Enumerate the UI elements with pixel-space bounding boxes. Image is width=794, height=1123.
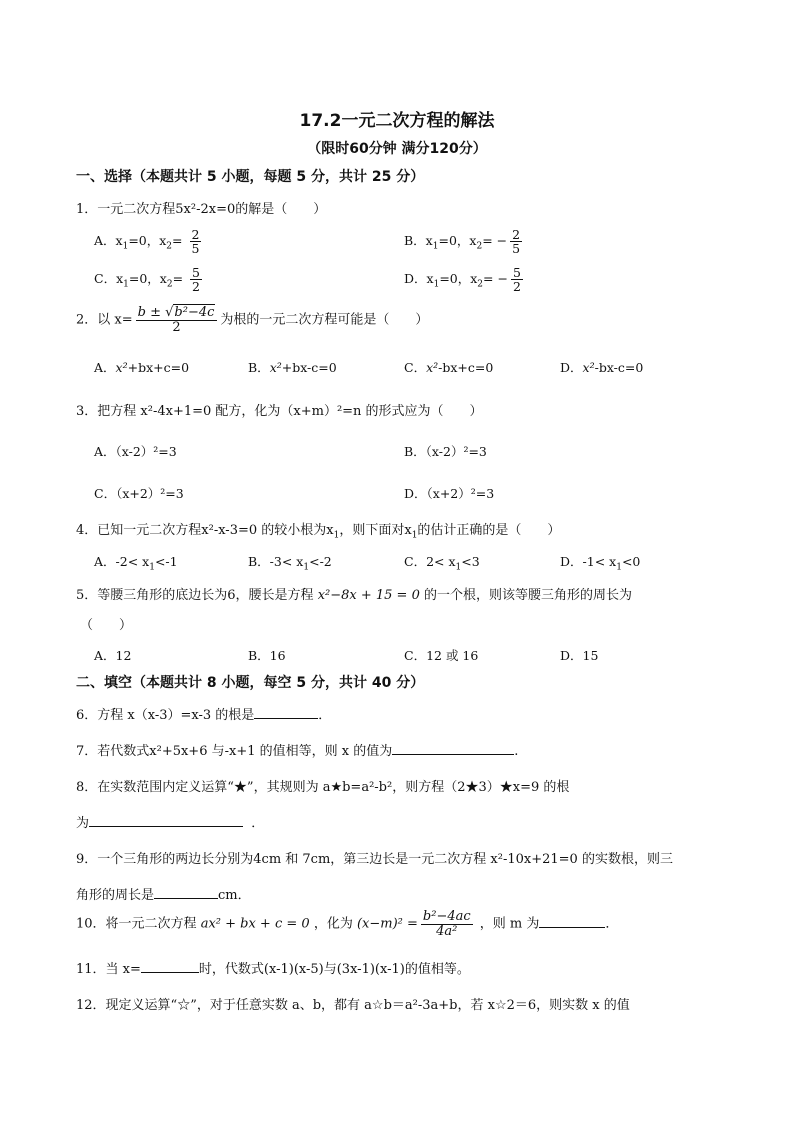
section-heading-choice: 一、选择（本题共计 5 小题，每题 5 分，共计 25 分） [76, 169, 425, 185]
section-heading-fill: 二、填空（本题共计 8 小题，每空 5 分，共计 40 分） [76, 675, 425, 691]
answer-blank[interactable] [539, 913, 605, 928]
question-5-stem: 5．等腰三角形的底边长为6，腰长是方程 x²−8x + 15 = 0 的一个根，则该等腰三角形的周长为 [76, 588, 633, 603]
question-2-option-b[interactable]: B．x²+bx-c=0 [248, 360, 337, 375]
answer-blank[interactable] [254, 704, 318, 719]
question-3-option-b[interactable]: B．（x-2）²=3 [404, 444, 487, 459]
fraction: $\frac{5}{2}$ [192, 265, 200, 295]
page-subtitle: （限时60分钟 满分120分） [307, 141, 487, 157]
page-title: 17.2一元二次方程的解法 [299, 111, 495, 131]
question-5-paren: （ ） [80, 618, 133, 633]
question-5-option-c[interactable]: C．12 或 16 [404, 648, 479, 663]
question-10: 10．将一元二次方程 ax² + bx + c = 0 ，化为 (x−m)² = $\frac{\text{b²−4ac}}{\text{4a²}}$ ，则 m 为 ． [76, 909, 619, 939]
question-9-stem: 9．一个三角形的两边长分别为4cm 和 7cm，第三边长是一元二次方程 x²-10x+21=0 的实数根，则三 [76, 852, 673, 867]
question-7: 7．若代数式x²+5x+6 与-x+1 的值相等，则 x 的值为 . [76, 740, 518, 759]
question-5-option-d[interactable]: D．15 [560, 648, 599, 663]
question-1-stem: 1．一元二次方程5x²-2x=0的解是（ ） [76, 202, 327, 217]
question-5-option-a[interactable]: A．12 [94, 648, 132, 663]
answer-blank[interactable] [89, 812, 243, 827]
answer-blank[interactable] [141, 958, 199, 973]
question-4-option-b[interactable]: B．$-3< x_1<-2$ [248, 554, 332, 573]
root-formula-fraction: $\frac{\text{b ± √b²−4c}}{2}$ [136, 306, 218, 334]
answer-blank[interactable] [392, 740, 514, 755]
question-2-stem: 2．以 x= $\frac{\text{b ± √b²−4c}}{2}$ 为根的一元二次方程可能是（ ） [76, 305, 429, 335]
question-3-option-a[interactable]: A．（x-2）²=3 [94, 444, 177, 459]
question-6: 6．方程 x（x-3）=x-3 的根是 ． [76, 704, 331, 723]
question-12: 12．现定义运算“☆”，对于任意实数 a、b，都有 a☆b＝a²-3a+b，若 x☆2＝6，则实数 x 的值 [76, 998, 630, 1013]
question-2-option-d[interactable]: D．x²-bx-c=0 [560, 360, 644, 375]
question-4-stem: 4．已知一元二次方程x²-x-3=0 的较小根为$x_1$，则下面对$x_1$的估计正确的是（ ） [76, 523, 561, 541]
question-3-stem: 3．把方程 x²-4x+1=0 配方，化为（x+m）²=n 的形式应为（ ） [76, 404, 483, 419]
fraction: $\frac{5}{2}$ [512, 265, 521, 295]
question-4-option-c[interactable]: C．$2< x_1<3$ [404, 554, 480, 573]
question-1-option-a[interactable]: A．$x_1=0$，$x_2=$ $\frac{2}{5}$ [94, 227, 200, 257]
question-4-option-d[interactable]: D．$-1< x_1<0$ [560, 554, 641, 573]
fraction: $\frac{2}{5}$ [512, 227, 521, 257]
fraction: $\frac{2}{5}$ [191, 227, 200, 257]
question-9-line2: 角形的周长是 cm． [76, 884, 251, 903]
question-2-option-c[interactable]: C．x²-bx+c=0 [404, 360, 494, 375]
question-3-option-d[interactable]: D．（x+2）²=3 [404, 486, 495, 501]
fraction: $\frac{\text{b²−4ac}}{\text{4a²}}$ [422, 909, 471, 939]
answer-blank[interactable] [154, 884, 218, 899]
question-1-option-c[interactable]: C．$x_1=0$，$x_2=$ $\frac{5}{2}$ [94, 265, 200, 295]
question-3-option-c[interactable]: C．（x+2）²=3 [94, 486, 184, 501]
question-11: 11．当 x= 时，代数式(x-1)(x-5)与(3x-1)(x-1)的值相等。 [76, 958, 470, 977]
question-2-option-a[interactable]: A．x²+bx+c=0 [94, 360, 190, 375]
question-1-option-b[interactable]: B．$x_1=0$，$x_2=$ − $\frac{2}{5}$ [404, 227, 521, 257]
question-5-option-b[interactable]: B．16 [248, 648, 286, 663]
question-8-stem: 8．在实数范围内定义运算“★”，其规则为 a★b=a²-b²，则方程（2★3）★x=9 的根 [76, 780, 570, 795]
question-8-line2: 为 ． [76, 812, 264, 831]
question-4-option-a[interactable]: A．$-2< x_1<-1$ [94, 554, 178, 573]
question-1-option-d[interactable]: D．$x_1=0$，$x_2=$ − $\frac{5}{2}$ [404, 265, 521, 295]
